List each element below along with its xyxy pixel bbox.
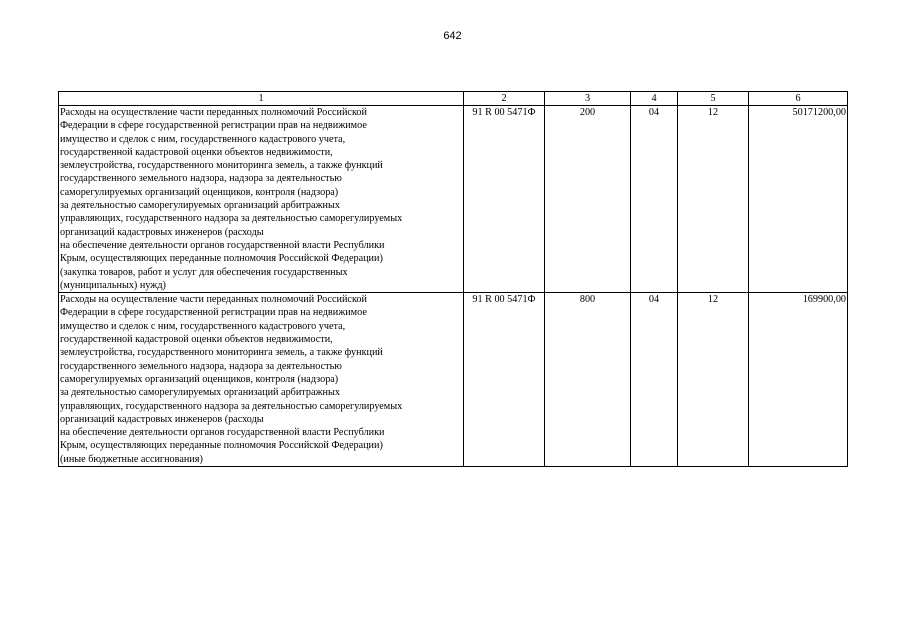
description-line: Расходы на осуществление части переданных полномочий Российской <box>60 107 367 118</box>
description-line: за деятельностью саморегулируемых организаций арбитражных <box>60 387 340 399</box>
description-line: государственного земельного надзора, надзора за деятельностью <box>60 360 342 372</box>
table-row <box>59 106 848 293</box>
description-line: землеустройства, государственного мониторинга земель, а также функций <box>60 347 383 359</box>
description-line: Федерации в сфере государственной регистрации прав на недвижимое <box>60 120 367 132</box>
column-header-3: 3 <box>545 92 631 106</box>
page-number: 642 <box>443 30 462 42</box>
row-type: 800 <box>545 293 631 467</box>
description-line: организаций кадастровых инженеров (расходы <box>60 413 264 425</box>
row-description <box>59 106 464 293</box>
description-line: саморегулируемых организаций оценщиков, контроля (надзора) <box>60 186 339 198</box>
description-line: (иные бюджетные ассигнования) <box>60 453 203 465</box>
row-section: 04 <box>631 106 678 293</box>
table-row <box>59 293 848 467</box>
description-line: Федерации в сфере государственной регистрации прав на недвижимое <box>60 307 367 319</box>
description-line: на обеспечение деятельности органов государственной власти Республики <box>60 427 385 439</box>
row-amount: 50171200,00 <box>749 106 848 293</box>
description-line: организаций кадастровых инженеров (расходы <box>60 226 264 238</box>
row-section: 04 <box>631 293 678 467</box>
column-header-5: 5 <box>678 92 749 106</box>
row-code: 91 R 00 5471Ф <box>464 106 545 293</box>
description-line: государственной кадастровой оценки объектов недвижимости, <box>60 334 333 346</box>
description-line: землеустройства, государственного мониторинга земель, а также функций <box>60 160 383 172</box>
description-line: Расходы на осуществление части переданных полномочий Российской <box>60 294 367 306</box>
description-line: (закупка товаров, работ и услуг для обеспечения государственных <box>60 266 348 278</box>
column-header-6: 6 <box>749 92 848 106</box>
description-line: за деятельностью саморегулируемых организаций арбитражных <box>60 200 340 212</box>
description-line: (муниципальных) нужд) <box>60 279 166 291</box>
description-line: управляющих, государственного надзора за деятельностью саморегулируемых <box>60 213 403 225</box>
column-header-1: 1 <box>59 92 464 106</box>
row-code: 91 R 00 5471Ф <box>464 293 545 467</box>
table-header-row <box>59 92 848 106</box>
description-line: управляющих, государственного надзора за деятельностью саморегулируемых <box>60 400 403 412</box>
row-type: 200 <box>545 106 631 293</box>
description-line: имущество и сделок с ним, государственного кадастрового учета, <box>60 320 346 332</box>
description-line: Крым, осуществляющих переданные полномочия Российской Федерации) <box>60 253 383 265</box>
row-subsection: 12 <box>678 293 749 467</box>
description-line: государственной кадастровой оценки объектов недвижимости, <box>60 146 333 158</box>
row-amount: 169900,00 <box>749 293 848 467</box>
description-line: государственного земельного надзора, надзора за деятельностью <box>60 173 342 185</box>
description-line: саморегулируемых организаций оценщиков, контроля (надзора) <box>60 373 339 385</box>
column-header-2: 2 <box>464 92 545 106</box>
row-description <box>59 293 464 467</box>
budget-table <box>58 91 848 467</box>
column-header-4: 4 <box>631 92 678 106</box>
row-subsection: 12 <box>678 106 749 293</box>
description-line: имущество и сделок с ним, государственного кадастрового учета, <box>60 133 346 145</box>
description-line: на обеспечение деятельности органов государственной власти Республики <box>60 239 385 251</box>
description-line: Крым, осуществляющих переданные полномочия Российской Федерации) <box>60 440 383 452</box>
